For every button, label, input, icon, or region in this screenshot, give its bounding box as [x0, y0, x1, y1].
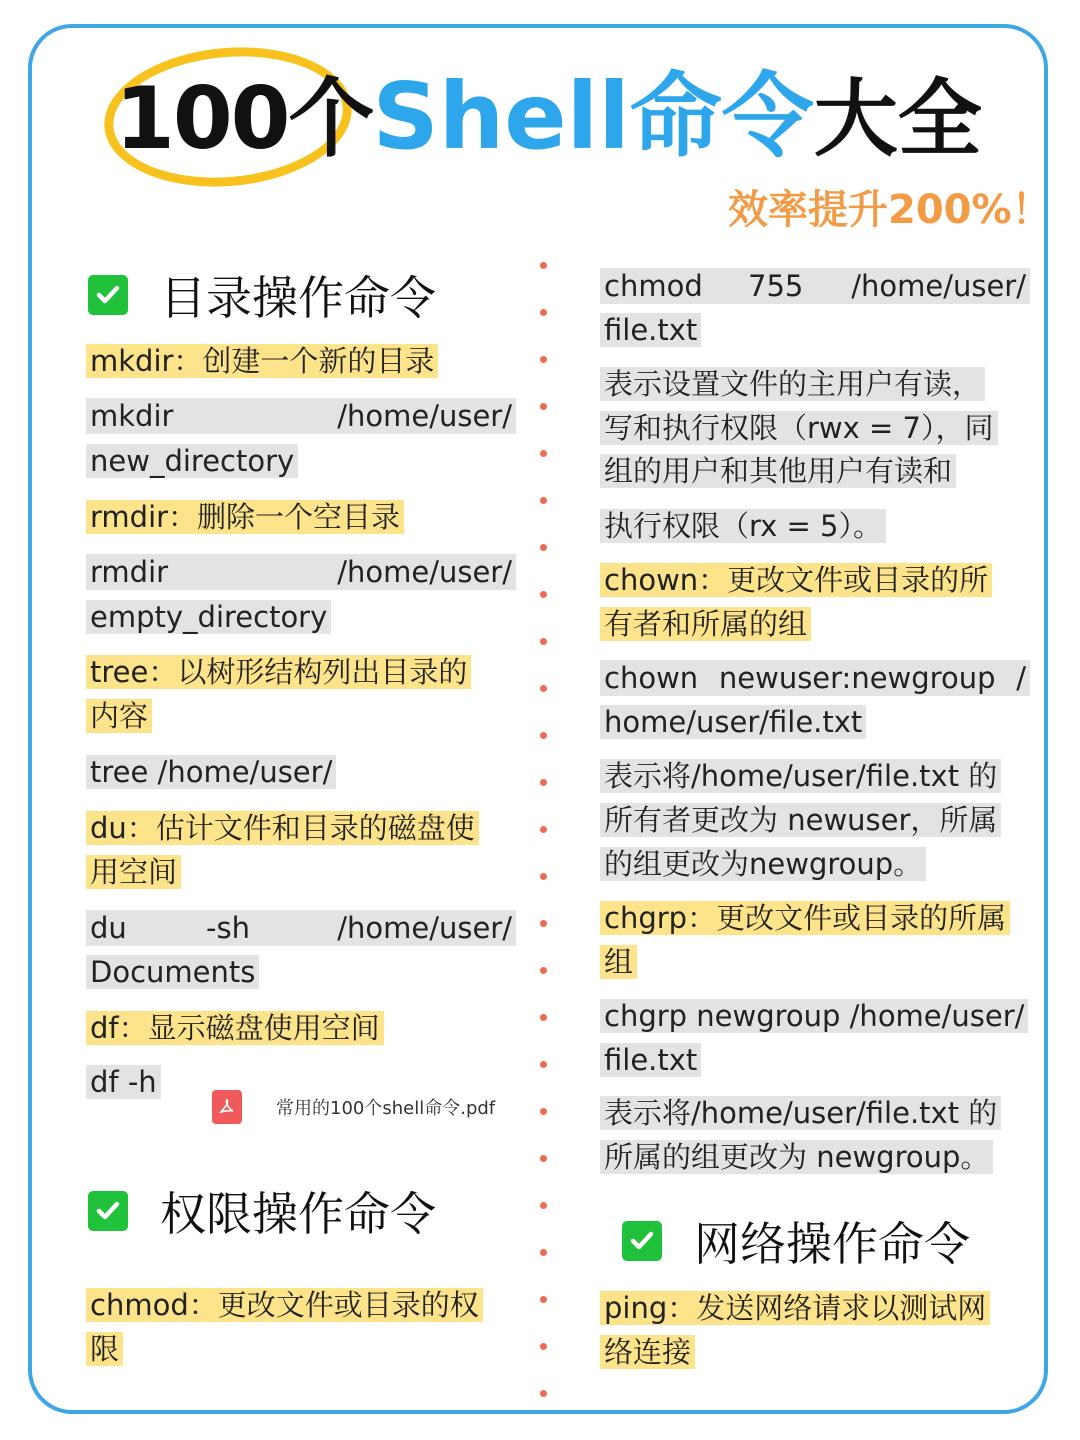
section-heading-dir: [88, 262, 436, 328]
divider-dot: [540, 967, 547, 974]
pdf-attachment[interactable]: [212, 1090, 495, 1124]
divider-dot: [540, 1061, 547, 1068]
check-icon: [88, 275, 128, 315]
du-desc: du：估计文件和目录的磁盘使: [86, 811, 479, 845]
du-desc-cont: 用空间: [86, 855, 181, 889]
chmod-desc-cont: 限: [86, 1332, 123, 1366]
section-title: 网络操作命令: [694, 1217, 970, 1271]
title-shell: Shell命令: [372, 63, 814, 170]
divider-dot: [540, 638, 547, 645]
divider-dot: [540, 450, 547, 457]
du-cmd-cont: Documents: [86, 955, 259, 989]
chmod-cmd: [600, 268, 1030, 304]
check-icon: [88, 1191, 128, 1231]
cmd-part: chown: [604, 661, 699, 695]
divider-dot: [540, 262, 547, 269]
title-number: 100个: [115, 69, 373, 169]
divider-dot: [540, 1202, 547, 1209]
chown-explain: 所有者更改为 newuser，所属: [600, 803, 1001, 837]
divider-dot: [540, 1014, 547, 1021]
chgrp-desc-cont: 组: [600, 945, 637, 979]
divider-dot: [540, 873, 547, 880]
section-title: 目录操作命令: [160, 271, 436, 325]
cmd-part: /home/user/: [337, 911, 512, 945]
divider-dot: [540, 1390, 547, 1397]
cmd-part: rmdir: [90, 555, 169, 589]
section-heading-net: [622, 1208, 970, 1274]
pdf-file-icon: [212, 1090, 242, 1124]
chmod-cmd-cont: file.txt: [600, 313, 701, 347]
title-rest: 大全: [813, 70, 982, 168]
chown-desc: chown：更改文件或目录的所: [600, 563, 992, 597]
df-desc: df：显示磁盘使用空间: [86, 1011, 384, 1045]
chmod-explain: 执行权限（rx = 5）。: [600, 509, 886, 543]
divider-dot: [540, 591, 547, 598]
chmod-desc: chmod：更改文件或目录的权: [86, 1288, 483, 1322]
divider-dot: [540, 356, 547, 363]
section-title: 权限操作命令: [160, 1187, 436, 1241]
divider-dot: [540, 497, 547, 504]
divider-dot: [540, 309, 547, 316]
ping-desc: ping：发送网络请求以测试网: [600, 1291, 990, 1325]
chgrp-cmd-cont: file.txt: [600, 1043, 701, 1077]
cmd-part: du: [90, 911, 127, 945]
rmdir-cmd-cont: empty_directory: [86, 600, 331, 634]
rmdir-desc: rmdir：删除一个空目录: [86, 500, 404, 534]
cmd-part: /: [1016, 661, 1026, 695]
chmod-explain: 组的用户和其他用户有读和: [600, 454, 956, 488]
chgrp-cmd: chgrp newgroup /home/user/: [600, 999, 1028, 1033]
page-title: [115, 62, 982, 172]
divider-dot: [540, 1296, 547, 1303]
divider-dot: [540, 685, 547, 692]
chown-cmd: [600, 660, 1030, 696]
tree-cmd: tree /home/user/: [86, 755, 336, 789]
mkdir-desc: mkdir：创建一个新的目录: [86, 344, 438, 378]
chown-desc-cont: 有者和所属的组: [600, 607, 811, 641]
mkdir-cmd-cont: new_directory: [86, 444, 298, 478]
divider-dot: [540, 1343, 547, 1350]
tree-desc-cont: 内容: [86, 699, 152, 733]
chown-explain: 表示将/home/user/file.txt 的: [600, 759, 1001, 793]
cmd-part: 755: [748, 269, 804, 303]
divider-dot: [540, 779, 547, 786]
divider-dot: [540, 826, 547, 833]
chgrp-explain: 表示将/home/user/file.txt 的: [600, 1096, 1001, 1130]
divider-dot: [540, 1155, 547, 1162]
cmd-part: mkdir: [90, 399, 174, 433]
df-cmd: df -h: [86, 1065, 161, 1099]
chgrp-desc: chgrp：更改文件或目录的所属: [600, 901, 1010, 935]
chmod-explain: 表示设置文件的主用户有读，: [600, 367, 985, 401]
divider-dot: [540, 732, 547, 739]
pdf-file-name: 常用的100个shell命令.pdf: [276, 1098, 496, 1119]
cmd-part: -sh: [206, 911, 250, 945]
mkdir-cmd: [86, 398, 516, 434]
cmd-part: newuser:newgroup: [718, 661, 996, 695]
cmd-part: /home/user/: [337, 555, 512, 589]
divider-dot: [540, 1249, 547, 1256]
check-icon: [622, 1221, 662, 1261]
cmd-part: chmod: [604, 269, 703, 303]
ping-desc-cont: 络连接: [600, 1335, 695, 1369]
chmod-explain: 写和执行权限（rwx = 7），同: [600, 411, 998, 445]
chown-cmd-cont: home/user/file.txt: [600, 705, 866, 739]
cmd-part: /home/user/: [851, 269, 1026, 303]
rmdir-cmd: [86, 554, 516, 590]
chown-explain: 的组更改为newgroup。: [600, 847, 926, 881]
cmd-part: /home/user/: [337, 399, 512, 433]
divider-dot: [540, 403, 547, 410]
du-cmd: [86, 910, 516, 946]
divider-dot: [540, 920, 547, 927]
slogan: 效率提升200%！: [728, 187, 1052, 233]
divider-dot: [540, 544, 547, 551]
tree-desc: tree：以树形结构列出目录的: [86, 655, 471, 689]
section-heading-perm: [88, 1178, 436, 1244]
divider-dot: [540, 1108, 547, 1115]
chgrp-explain: 所属的组更改为 newgroup。: [600, 1140, 993, 1174]
